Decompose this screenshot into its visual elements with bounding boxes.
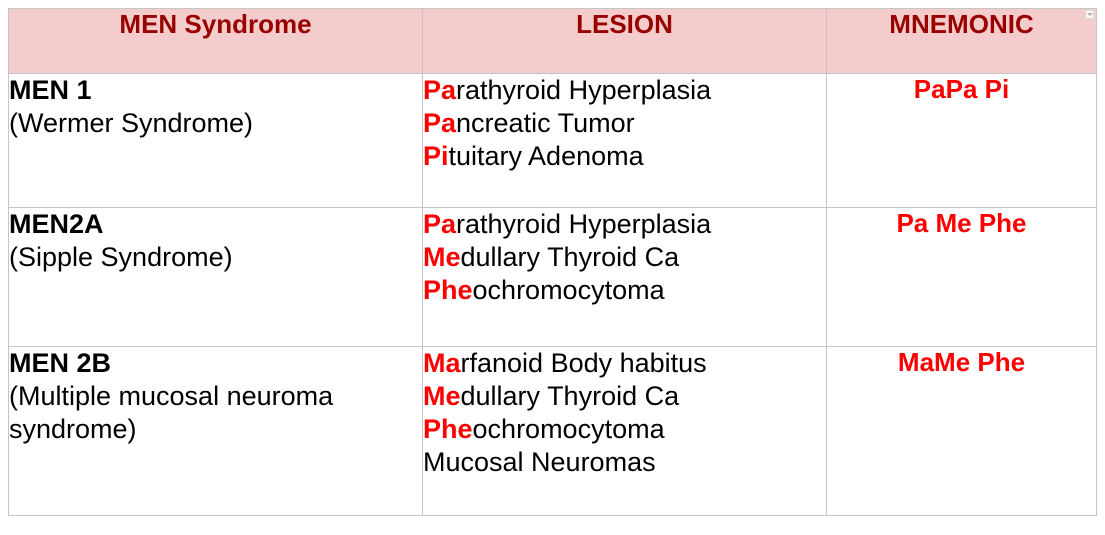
lesion-highlight: Phe — [423, 414, 473, 444]
mnemonic-cell: MaMe Phe — [827, 347, 1097, 516]
syndrome-name: MEN 2B — [9, 348, 112, 378]
lesion-cell — [423, 208, 827, 347]
syndrome-alias: (Wermer Syndrome) — [9, 108, 254, 138]
lesion-cell — [423, 347, 827, 516]
lesion-highlight: Pa — [423, 209, 457, 239]
lesion-item — [423, 208, 826, 241]
syndrome-name: MEN 1 — [9, 75, 92, 105]
lesion-item — [423, 347, 826, 380]
lesion-highlight: Phe — [423, 275, 473, 305]
syndrome-cell — [9, 74, 423, 208]
table-row — [9, 74, 1097, 208]
lesion-rest: dullary Thyroid Ca — [460, 242, 680, 272]
lesion-item — [423, 241, 826, 274]
lesion-rest: ncreatic Tumor — [456, 108, 635, 138]
men-syndrome-table — [8, 8, 1097, 516]
syndrome-cell — [9, 208, 423, 347]
header-mnemonic: MNEMONIC — [827, 9, 1097, 74]
lesion-rest: rfanoid Body habitus — [460, 348, 707, 378]
lesion-highlight: Pa — [423, 108, 457, 138]
syndrome-cell — [9, 347, 423, 516]
lesion-highlight: Me — [423, 242, 461, 272]
lesion-rest: tuitary Adenoma — [448, 141, 644, 171]
lesion-rest: dullary Thyroid Ca — [460, 381, 680, 411]
header-row — [9, 9, 1097, 74]
syndrome-alias: (Sipple Syndrome) — [9, 242, 233, 272]
lesion-item — [423, 274, 826, 307]
lesion-rest: rathyroid Hyperplasia — [456, 75, 712, 105]
lesion-item — [423, 380, 826, 413]
header-lesion: LESION — [423, 9, 827, 74]
dropdown-arrow-icon[interactable] — [1085, 10, 1094, 19]
lesion-item — [423, 74, 826, 107]
lesion-highlight: Pi — [423, 141, 449, 171]
lesion-rest: ochromocytoma — [472, 275, 665, 305]
table-row — [9, 347, 1097, 516]
table-row — [9, 208, 1097, 347]
lesion-item — [423, 413, 826, 446]
mnemonic-cell: Pa Me Phe — [827, 208, 1097, 347]
lesion-item — [423, 107, 826, 140]
lesion-item — [423, 140, 826, 173]
mnemonic-cell: PaPa Pi — [827, 74, 1097, 208]
syndrome-alias: (Multiple mucosal neuroma syndrome) — [9, 381, 334, 444]
lesion-cell — [423, 74, 827, 208]
lesion-highlight: Me — [423, 381, 461, 411]
lesion-highlight: Ma — [423, 348, 461, 378]
lesion-rest: Mucosal Neuromas — [423, 447, 656, 477]
lesion-rest: ochromocytoma — [472, 414, 665, 444]
lesion-rest: rathyroid Hyperplasia — [456, 209, 712, 239]
syndrome-name: MEN2A — [9, 209, 104, 239]
lesion-item — [423, 446, 826, 479]
lesion-highlight: Pa — [423, 75, 457, 105]
header-syndrome: MEN Syndrome — [9, 9, 423, 74]
